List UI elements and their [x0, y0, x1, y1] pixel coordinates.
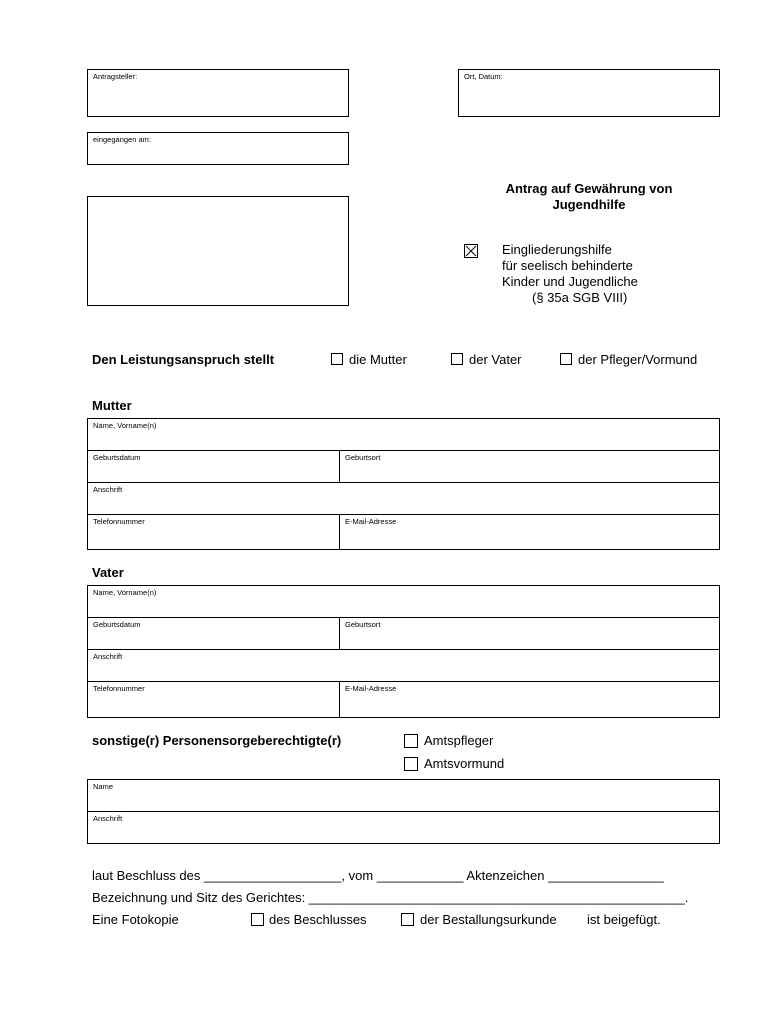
sonstige-name-field[interactable] — [87, 779, 720, 812]
vater-option-label: der Vater — [469, 352, 522, 367]
vater-geburtsdatum-field[interactable] — [87, 617, 340, 650]
vater-geburtsort-field[interactable] — [339, 617, 720, 650]
eingliederung-line1: Eingliederungshilfe — [502, 242, 612, 257]
sonstige-heading: sonstige(r) Personensorgeberechtigte(r) — [92, 733, 342, 748]
beigefuegt-label: ist beigefügt. — [587, 912, 661, 927]
form-title-line2: Jugendhilfe — [552, 197, 626, 212]
mutter-geburtsort-label: Geburtsort — [345, 453, 381, 462]
amtspfleger-label: Amtspfleger — [424, 733, 494, 748]
vater-email-label: E-Mail-Adresse — [345, 684, 397, 693]
vater-geburtsdatum-label: Geburtsdatum — [93, 620, 141, 629]
fotokopie-label: Eine Fotokopie — [92, 912, 179, 927]
eingliederungshilfe-checkbox[interactable] — [464, 244, 478, 258]
mutter-email-field[interactable] — [339, 514, 720, 550]
amtsvormund-label: Amtsvormund — [424, 756, 505, 771]
vater-name-field[interactable] — [87, 585, 720, 618]
mutter-name-label: Name, Vorname(n) — [93, 421, 157, 430]
beschluss-checkbox[interactable] — [251, 913, 264, 926]
eingliederung-line2: für seelisch behinderte — [502, 258, 633, 273]
mutter-telefon-label: Telefonnummer — [93, 517, 145, 526]
mutter-geburtsort-field[interactable] — [339, 450, 720, 483]
form-title-line1: Antrag auf Gewährung von — [505, 181, 673, 196]
urkunde-option-label: der Bestallungsurkunde — [420, 912, 557, 927]
mutter-email-label: E-Mail-Adresse — [345, 517, 397, 526]
mutter-name-field[interactable] — [87, 418, 720, 451]
ort-datum-field[interactable] — [458, 69, 720, 117]
mutter-anschrift-field[interactable] — [87, 482, 720, 515]
vater-checkbox[interactable] — [451, 353, 463, 365]
sonstige-anschrift-label: Anschrift — [93, 814, 123, 823]
antragsteller-field[interactable] — [87, 69, 349, 117]
amtspfleger-checkbox[interactable] — [404, 734, 418, 748]
vater-heading: Vater — [92, 565, 124, 580]
vater-telefon-field[interactable] — [87, 681, 340, 718]
mutter-heading: Mutter — [92, 398, 132, 413]
ort-datum-label: Ort, Datum: — [464, 72, 503, 81]
vater-email-field[interactable] — [339, 681, 720, 718]
mutter-geburtsdatum-field[interactable] — [87, 450, 340, 483]
eingliederung-line3: Kinder und Jugendliche — [502, 274, 638, 289]
anspruch-label: Den Leistungsanspruch stellt — [92, 352, 275, 367]
mutter-anschrift-label: Anschrift — [93, 485, 123, 494]
antragsteller-label: Antragsteller: — [93, 72, 138, 81]
pfleger-option-label: der Pfleger/Vormund — [578, 352, 698, 367]
vater-name-label: Name, Vorname(n) — [93, 588, 157, 597]
eingliederung-line4: (§ 35a SGB VIII) — [532, 290, 628, 305]
mutter-telefon-field[interactable] — [87, 514, 340, 550]
vater-anschrift-label: Anschrift — [93, 652, 123, 661]
vater-anschrift-field[interactable] — [87, 649, 720, 682]
stamp-box[interactable] — [87, 196, 349, 306]
beschluss-line[interactable]: laut Beschluss des ___________________, vom ____________ Aktenzeichen ________________ — [92, 868, 664, 883]
pfleger-checkbox[interactable] — [560, 353, 572, 365]
mutter-checkbox[interactable] — [331, 353, 343, 365]
vater-telefon-label: Telefonnummer — [93, 684, 145, 693]
eingegangen-label: eingegangen am: — [93, 135, 151, 144]
mutter-geburtsdatum-label: Geburtsdatum — [93, 453, 141, 462]
sonstige-anschrift-field[interactable] — [87, 811, 720, 844]
gericht-line[interactable]: Bezeichnung und Sitz des Gerichtes: ____________________________________________________. — [92, 890, 689, 905]
amtsvormund-checkbox[interactable] — [404, 757, 418, 771]
urkunde-checkbox[interactable] — [401, 913, 414, 926]
eingegangen-field[interactable] — [87, 132, 349, 165]
mutter-option-label: die Mutter — [349, 352, 407, 367]
beschluss-option-label: des Beschlusses — [269, 912, 367, 927]
vater-geburtsort-label: Geburtsort — [345, 620, 381, 629]
sonstige-name-label: Name — [93, 782, 114, 791]
